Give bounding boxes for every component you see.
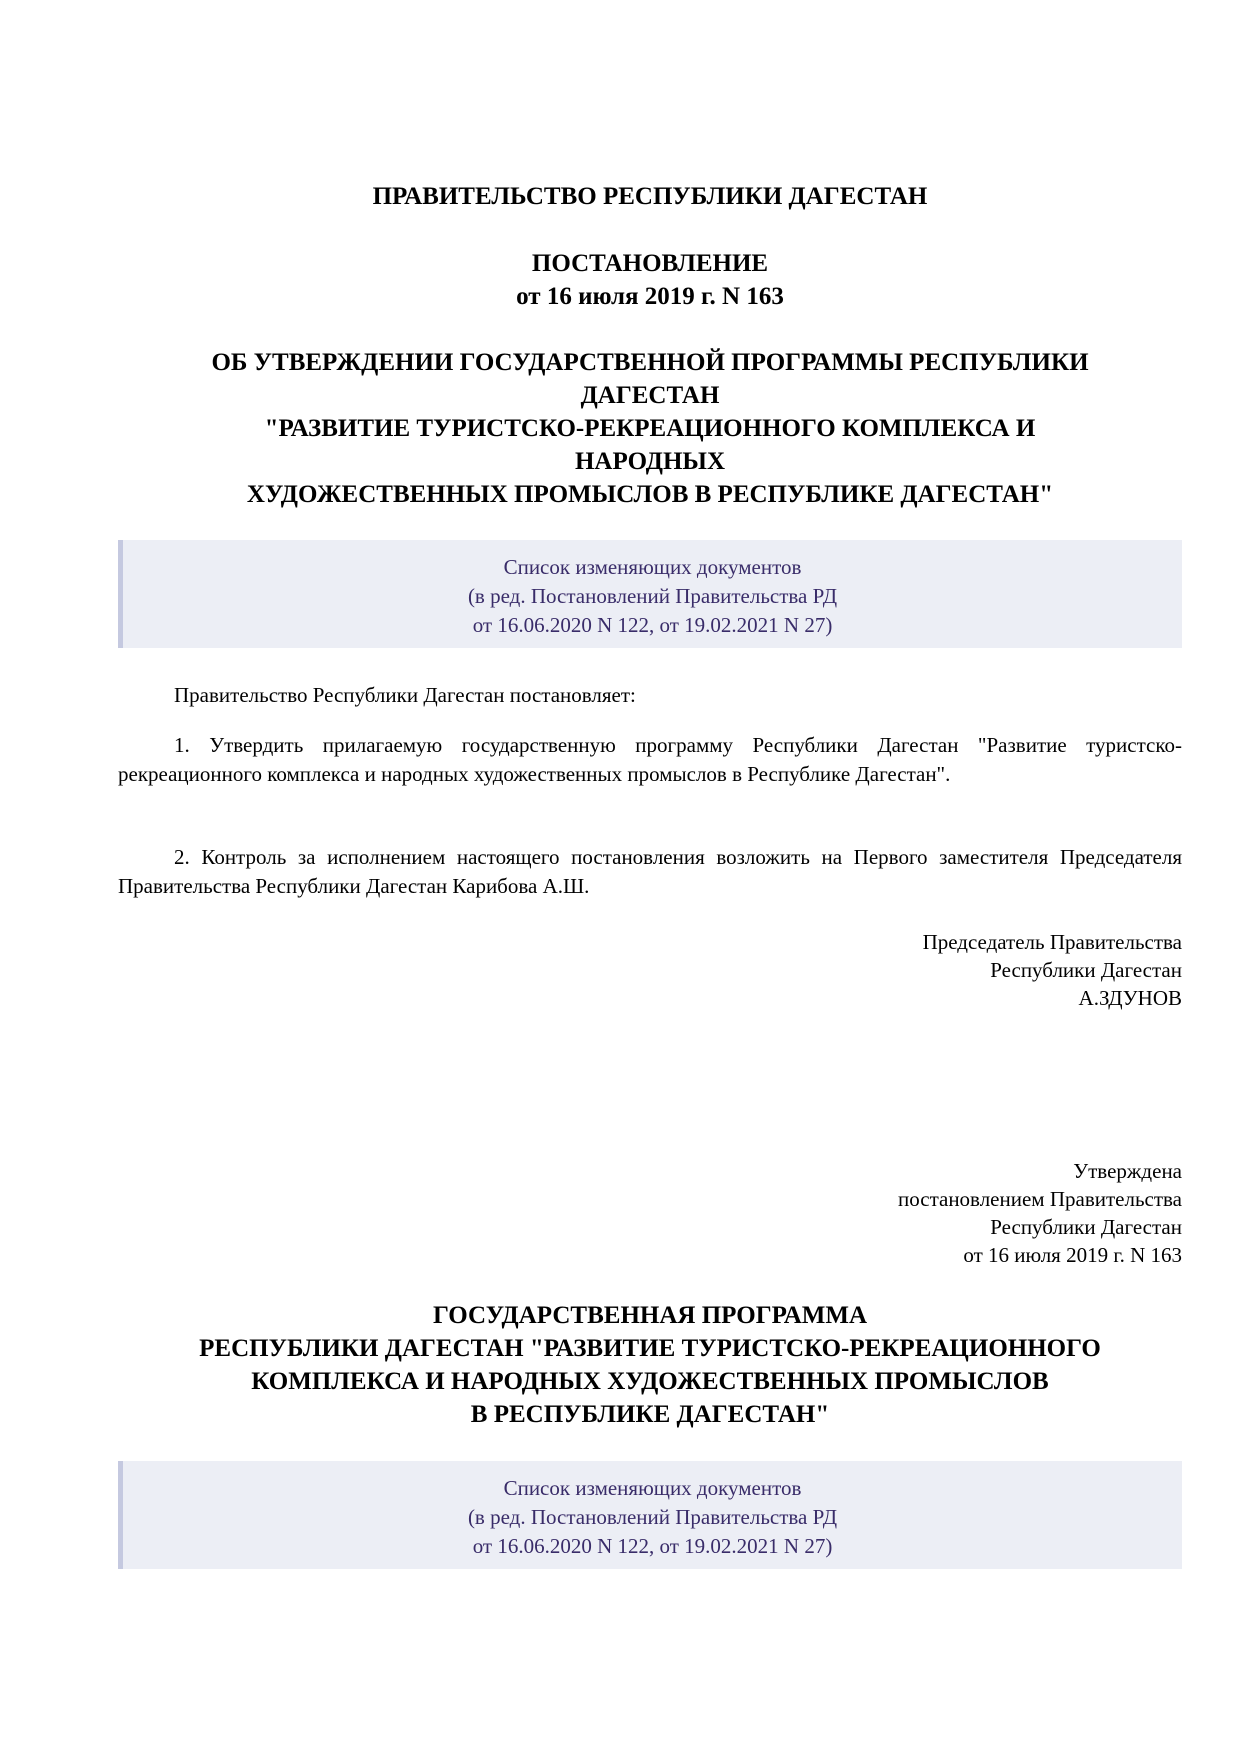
decree-subject-line: ДАГЕСТАН	[580, 382, 720, 409]
approval-line: Республики Дагестан	[990, 1215, 1182, 1239]
decree-subject-line: НАРОДНЫХ	[574, 448, 726, 475]
signature-block	[118, 928, 1182, 1012]
revision-box-line[interactable]: (в ред. Постановлений Правительства РД	[467, 1505, 838, 1529]
approval-line: от 16 июля 2019 г. N 163	[963, 1243, 1182, 1267]
program-title-line: КОМПЛЕКСА И НАРОДНЫХ ХУДОЖЕСТВЕННЫХ ПРОМЫСЛОВ	[251, 1368, 1049, 1395]
program-title-line: РЕСПУБЛИКИ ДАГЕСТАН "РАЗВИТИЕ ТУРИСТСКО-РЕКРЕАЦИОННОГО	[199, 1335, 1101, 1362]
revision-box	[118, 1461, 1182, 1569]
decree-item-2: 2. Контроль за исполнением настоящего постановления возложить на Первого заместителя Председателя Правительства Республики Дагестан Карибова А.Ш.	[118, 845, 1182, 898]
revision-box	[118, 540, 1182, 648]
decree-item-1: 1. Утвердить прилагаемую государственную программу Республики Дагестан "Развитие туристско-рекреационного комплекса и народных художественных промыслов в Республике Дагестан".	[118, 733, 1182, 786]
decree-type: ПОСТАНОВЛЕНИЕ	[531, 250, 769, 277]
signature-name: А.ЗДУНОВ	[1078, 986, 1182, 1010]
decree-subject-line: "РАЗВИТИЕ ТУРИСТСКО-РЕКРЕАЦИОННОГО КОМПЛЕКСА И	[264, 415, 1036, 442]
revision-box-title: Список изменяющих документов	[503, 1476, 802, 1500]
program-title	[118, 1299, 1182, 1431]
revision-box-line[interactable]: от 16.06.2020 N 122, от 19.02.2021 N 27)	[472, 613, 833, 637]
decree-subject-line: ОБ УТВЕРЖДЕНИИ ГОСУДАРСТВЕННОЙ ПРОГРАММЫ РЕСПУБЛИКИ	[211, 349, 1089, 376]
decree-subject	[118, 346, 1182, 511]
revision-box-title: Список изменяющих документов	[503, 555, 802, 579]
signature-organization: Республики Дагестан	[990, 958, 1182, 982]
approval-line: постановлением Правительства	[897, 1187, 1182, 1211]
decree-date-number: от 16 июля 2019 г. N 163	[516, 283, 784, 310]
preamble: Правительство Республики Дагестан постановляет:	[174, 683, 636, 707]
revision-box-line[interactable]: от 16.06.2020 N 122, от 19.02.2021 N 27)	[472, 1534, 833, 1558]
approval-line: Утверждена	[1073, 1159, 1182, 1183]
approval-block	[118, 1157, 1182, 1269]
government-title: ПРАВИТЕЛЬСТВО РЕСПУБЛИКИ ДАГЕСТАН	[372, 183, 928, 210]
revision-box-line[interactable]: (в ред. Постановлений Правительства РД	[467, 584, 838, 608]
program-title-line: В РЕСПУБЛИКЕ ДАГЕСТАН"	[470, 1401, 830, 1428]
decree-subject-line: ХУДОЖЕСТВЕННЫХ ПРОМЫСЛОВ В РЕСПУБЛИКЕ ДАГЕСТАН"	[246, 481, 1054, 508]
signature-position: Председатель Правительства	[922, 930, 1182, 954]
program-title-line: ГОСУДАРСТВЕННАЯ ПРОГРАММА	[432, 1302, 868, 1329]
decree-header	[118, 247, 1182, 313]
